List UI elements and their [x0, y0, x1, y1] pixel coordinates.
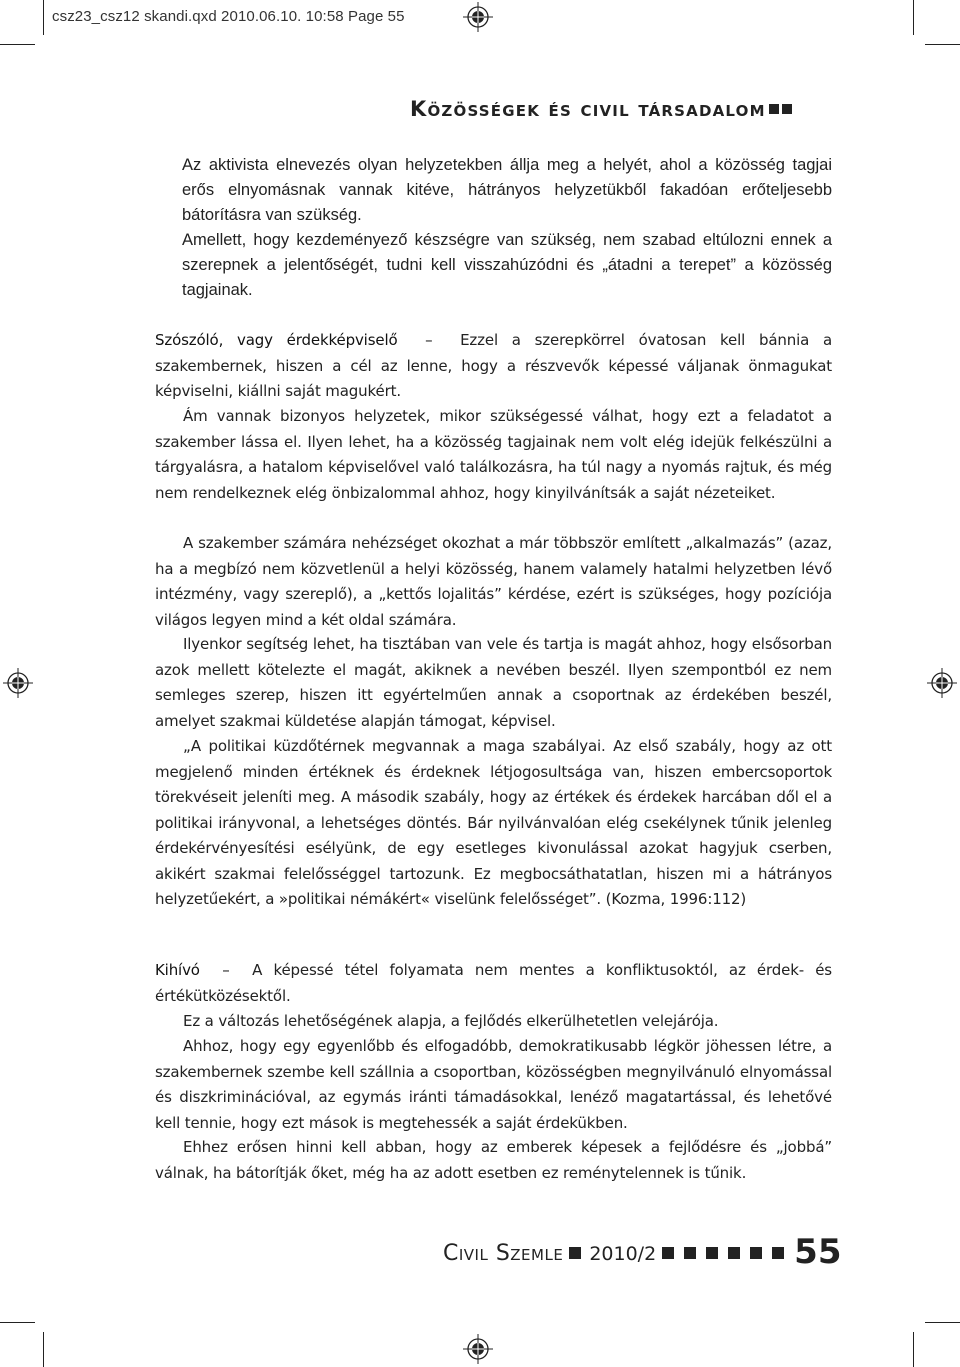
- square-bullet-icon: [728, 1247, 740, 1259]
- square-bullet-icon: [662, 1247, 674, 1259]
- body-paragraph: A szakember számára nehézséget okozhat a már többször említett „alkalmazás” (azaz, ha a megbízó nem közvetlenül a helyi közösség, hanem valamely hatalmi helyzetben lévő intézmény, vagy szereplő), a „kettős lojalitás” kérdése, ezért is szükséges, hogy pozíciója világos legyen mind a két oldal számára.: [155, 534, 832, 629]
- body-paragraph: Ehhez erősen hinni kell abban, hogy az emberek képesek a fejlődésre és „jobbá” válnak, ha bátorítják őket, még ha az adott esetben ez reménytelennek is tűnik.: [155, 1138, 832, 1182]
- square-bullet-icon: [782, 104, 792, 114]
- body-text: Ezzel a szerepkörrel óvatosan kell bánnia a szakembernek, hiszen a cél az lenne, hogy a részvevők képessé váljanak önmagukat képviselni, kiállni saját magukért.: [155, 331, 832, 400]
- page-footer: [443, 1232, 842, 1272]
- crop-mark: [913, 1332, 914, 1367]
- body-paragraph: Ám vannak bizonyos helyzetek, mikor szükségessé válhat, hogy ezt a feladatot a szakember lássa el. Ilyen lehet, ha a közösség tagjainak nem volt elég idejük felkészülni a tárgyalásra, a hatalom képviselővel való találkozásra, ha túl nagy a nyomás rajtuk, és még nem rendelkeznek elég önbizalommal ahhoz, hogy kinyilvánítsák a saját nézeteiket.: [155, 407, 832, 502]
- section-term: Szószóló, vagy érdekképviselő: [155, 331, 398, 349]
- magazine-name: Civil Szemle: [443, 1241, 564, 1266]
- square-bullet-icon: [772, 1247, 784, 1259]
- crop-mark: [925, 1322, 960, 1323]
- registration-mark-icon: [463, 1334, 493, 1364]
- crop-mark: [925, 44, 960, 45]
- body-paragraph: [155, 328, 832, 405]
- header-title: Közösségek és civil társadalom: [410, 97, 766, 121]
- square-bullet-icon: [750, 1247, 762, 1259]
- crop-mark: [0, 1322, 35, 1323]
- crop-mark: [43, 1332, 44, 1367]
- issue-number: 2010/2: [589, 1243, 657, 1265]
- running-header: [410, 97, 870, 121]
- body-text: A képessé tétel folyamata nem mentes a konfliktusoktól, az érdek- és értékütközésektől.: [155, 961, 832, 1005]
- crop-mark: [43, 0, 44, 35]
- body-paragraph: [155, 958, 832, 1009]
- square-bullet-icon: [769, 104, 779, 114]
- body-paragraph: Ilyenkor segítség lehet, ha tisztában van vele és tartja is magát ahhoz, hogy elsősorban azok mellett kötelezte el magát, akiknek a nevében beszél. Ilyen szempontból ez nem semleges szerep, hiszen itt egyértelműen annak a csoportnak az érdekében beszél, amelyet szakmai küldetése alapján támogat, képvisel.: [155, 635, 832, 730]
- crop-mark: [0, 44, 35, 45]
- body-paragraph: Ez a változás lehetőségének alapja, a fejlődés elkerülhetetlen velejárója.: [183, 1012, 719, 1030]
- crop-mark: [913, 0, 914, 35]
- section-term: Kihívó: [155, 961, 200, 979]
- square-bullet-icon: [684, 1247, 696, 1259]
- intro-paragraph: Amellett, hogy kezdeményező készségre van szükség, nem szabad eltúlozni ennek a szerepnek a jelentőségét, tudni kell visszahúzódni és „átadni a terepet” a közösség tagjainak.: [182, 231, 832, 299]
- slug-line: csz23_csz12 skandi.qxd 2010.06.10. 10:58 Page 55: [52, 8, 405, 25]
- page-number: 55: [794, 1232, 842, 1272]
- term-dash: –: [425, 331, 433, 349]
- term-dash: –: [222, 961, 230, 979]
- body-paragraph: Ahhoz, hogy egy egyenlőbb és elfogadóbb, demokratikusabb légkör jöhessen létre, a szakembernek szembe kell szállnia a csoportban, közösségben megnyilvánuló elnyomással és diszkriminációval, az egymás iránti támadásokkal, lenéző magatartással, és lehetővé kell tennie, hogy ezt mások is megtehessék a saját érdekükben.: [155, 1037, 832, 1132]
- registration-mark-icon: [463, 2, 493, 32]
- square-bullet-icon: [706, 1247, 718, 1259]
- registration-mark-icon: [3, 668, 33, 698]
- quote-paragraph: „A politikai küzdőtérnek megvannak a maga szabályai. Az első szabály, hogy az ott megjelenő minden értéknek és érdeknek létjogosultsága van, hiszen embercsoportok törekvéseit jeleníti meg. A második szabály, hogy az értékek és érdekek harcában dől el a politikai irányvonal, a lehetséges döntés. Bár nyilvánvalóan elég csekélynek tűnik jelenleg érdekérvényesítési esélyünk, de egy esetleges kivonulással azokat hagyjuk cserben, akikért szakmai felelősséggel tartozunk. Ez megbocsáthatatlan, hiszen mi a hátrányos helyzetűekért, a »politikai némákért« viselünk felelősséget”. (Kozma, 1996:112): [155, 737, 832, 908]
- registration-mark-icon: [927, 668, 957, 698]
- square-bullet-icon: [569, 1247, 581, 1259]
- intro-paragraph: Az aktivista elnevezés olyan helyzetekben állja meg a helyét, ahol a közösség tagjai erős elnyomásnak vannak kitéve, hátrányos helyzetükből fakadóan erőteljesebb bátorításra van szükség.: [182, 156, 832, 224]
